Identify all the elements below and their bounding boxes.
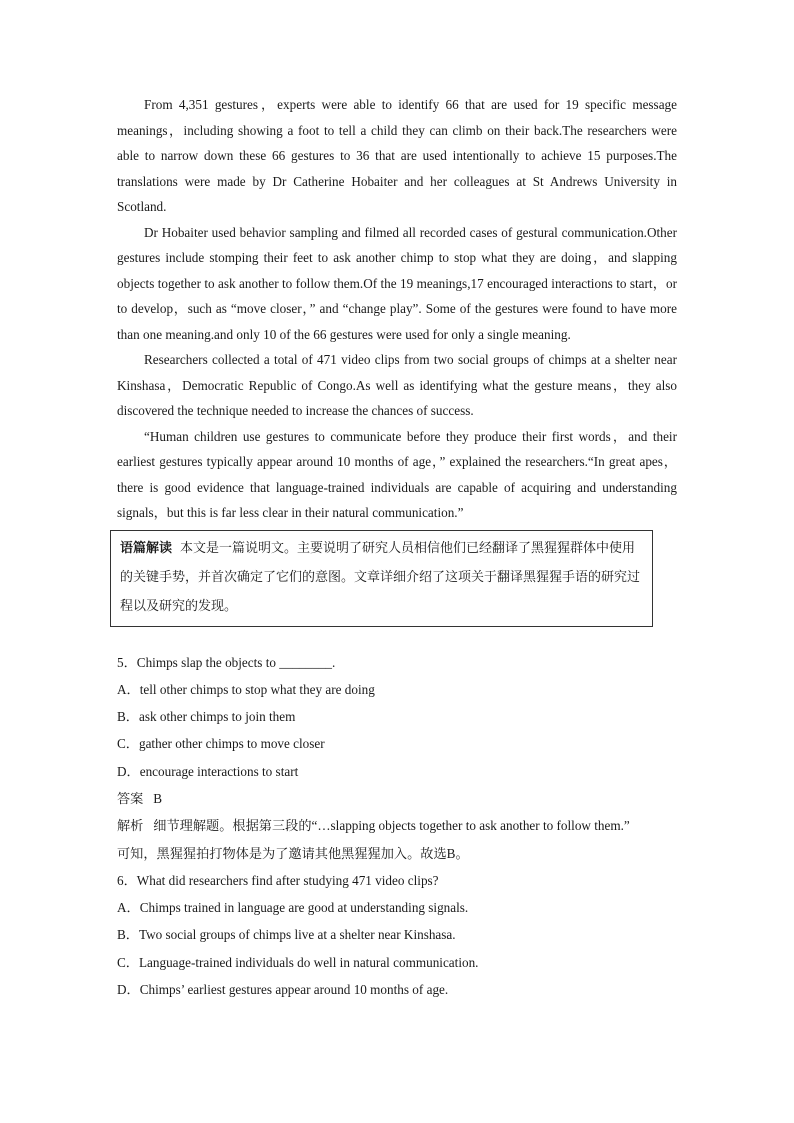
passage-paragraph-3: Researchers collected a total of 471 video clips from two social groups of chimps at a shelter near Kinshasa，Democratic Republic of Congo.As well as identifying what the gesture means，they also discovered the technique needed to increase the chances of success. — [117, 352, 677, 418]
explanation-text-1: 细节理解题。根据第三段的“…slapping objects together to ask another to follow them.” — [153, 818, 630, 834]
content-area — [117, 92, 677, 1003]
question-6-option-b: B．Two social groups of chimps live at a shelter near Kinshasa. — [117, 927, 456, 943]
question-5-option-b: B．ask other chimps to join them — [117, 709, 296, 725]
passage-paragraph-4: “Human children use gestures to communicate before they produce their first words，and their earliest gestures typically appear around 10 months of age，” explained the researchers.“In great apes，there is good evidence that language-trained individuals are capable of acquiring and understanding signals，but this is far less clear in their natural communication.” — [117, 428, 677, 520]
question-5-option-c: C．gather other chimps to move closer — [117, 736, 325, 752]
answer-value: B — [153, 790, 163, 806]
question-5-answer — [117, 785, 677, 812]
summary-text: 本文是一篇说明文。主要说明了研究人员相信他们已经翻译了黑猩猩群体中使用的关键手势，并首次确定了它们的意图。文章详细介绍了这项关于翻译黑猩猩手语的研究过程以及研究的发现。 — [120, 539, 641, 613]
question-6-option-a: A．Chimps trained in language are good at understanding signals. — [117, 900, 469, 916]
question-5-explanation-line-2: 可知，黑猩猩拍打物体是为了邀请其他黑猩猩加入。故选B。 — [117, 845, 469, 861]
passage-paragraph-1: From 4,351 gestures，experts were able to identify 66 that are used for 19 specific message meanings，including showing a foot to tell a child they can climb on their back.The researchers were able to narrow down these 66 gestures to 36 that are used intentionally to achieve 15 purposes.The translations were made by Dr Catherine Hobaiter and her colleagues at St Andrews University in Scotland. — [117, 97, 677, 214]
question-6-stem: 6．What did researchers find after studying 471 video clips? — [117, 872, 439, 888]
question-6-option-d: D．Chimps’ earliest gestures appear around 10 months of age. — [117, 982, 449, 998]
question-5-option-d: D．encourage interactions to start — [117, 763, 299, 779]
answer-label: 答案 — [117, 790, 144, 806]
questions-section — [117, 649, 677, 1004]
explanation-label: 解析 — [117, 818, 144, 834]
summary-box — [110, 530, 653, 627]
summary-label: 语篇解读 — [120, 539, 173, 555]
question-6-option-c: C．Language-trained individuals do well in natural communication. — [117, 954, 479, 970]
question-5-stem: 5．Chimps slap the objects to ________. — [117, 654, 336, 670]
question-5-option-a: A．tell other chimps to stop what they are doing — [117, 681, 375, 697]
passage-paragraph-2: Dr Hobaiter used behavior sampling and filmed all recorded cases of gestural communication.Other gestures include stomping their feet to ask another chimp to stop what they are doing，and slapping objects together to ask another to follow them.Of the 19 meanings,17 encouraged interactions to start，or to develop，such as “move closer，” and “change play”. Some of the gestures were found to have more than one meaning.and only 10 of the 66 gestures were used for only a single meaning. — [117, 224, 677, 342]
question-5-explanation-line-1 — [117, 812, 677, 839]
